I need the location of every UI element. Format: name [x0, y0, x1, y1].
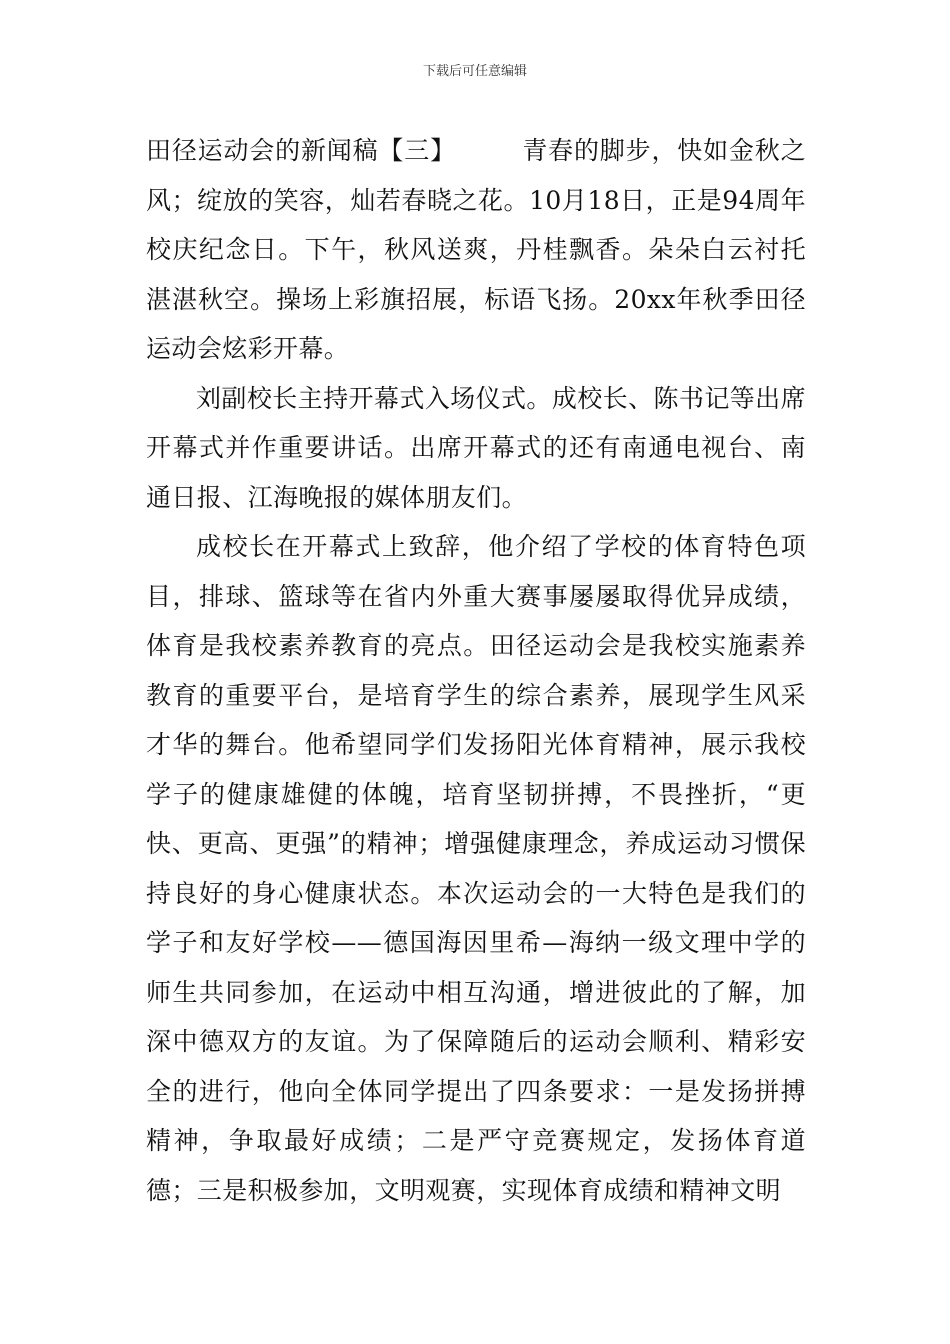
- article-paragraph-2: 刘副校长主持开幕式入场仪式。成校长、陈书记等出席开幕式并作重要讲话。出席开幕式的还有南通电视台、南通日报、江海晚报的媒体朋友们。: [146, 383, 806, 512]
- article-body: [146, 126, 806, 1215]
- article-title: 田径运动会的新闻稿【三】: [146, 136, 456, 165]
- paragraph-text: 青春的脚步，快如金秋之风；绽放的笑容，灿若春晓之花。10月18日，正是94周年校庆纪念日。下午，秋风送爽，丹桂飘香。朵朵白云衬托湛湛秋空。操场上彩旗招展，标语飞扬。20xx年秋季田径运动会炫彩开幕。: [146, 136, 806, 363]
- article-paragraph-1: [146, 126, 806, 374]
- article-paragraph-3: 成校长在开幕式上致辞，他介绍了学校的体育特色项目，排球、篮球等在省内外重大赛事屡屡取得优异成绩，体育是我校素养教育的亮点。田径运动会是我校实施素养教育的重要平台，是培育学生的综合素养，展现学生风采才华的舞台。他希望同学们发扬阳光体育精神，展示我校学子的健康雄健的体魄，培育坚韧拼搏，不畏挫折，“更快、更高、更强”的精神；增强健康理念，养成运动习惯保持良好的身心健康状态。本次运动会的一大特色是我们的学子和友好学校——德国海因里希—海纳一级文理中学的师生共同参加，在运动中相互沟通，增进彼此的了解，加深中德双方的友谊。为了保障随后的运动会顺利、精彩安全的进行，他向全体同学提出了四条要求：一是发扬拼搏精神，争取最好成绩；二是严守竞赛规定，发扬体育道德；三是积极参加，文明观赛，实现体育成绩和精神文明: [146, 532, 806, 1205]
- page-header-note: 下载后可任意编辑: [422, 64, 527, 79]
